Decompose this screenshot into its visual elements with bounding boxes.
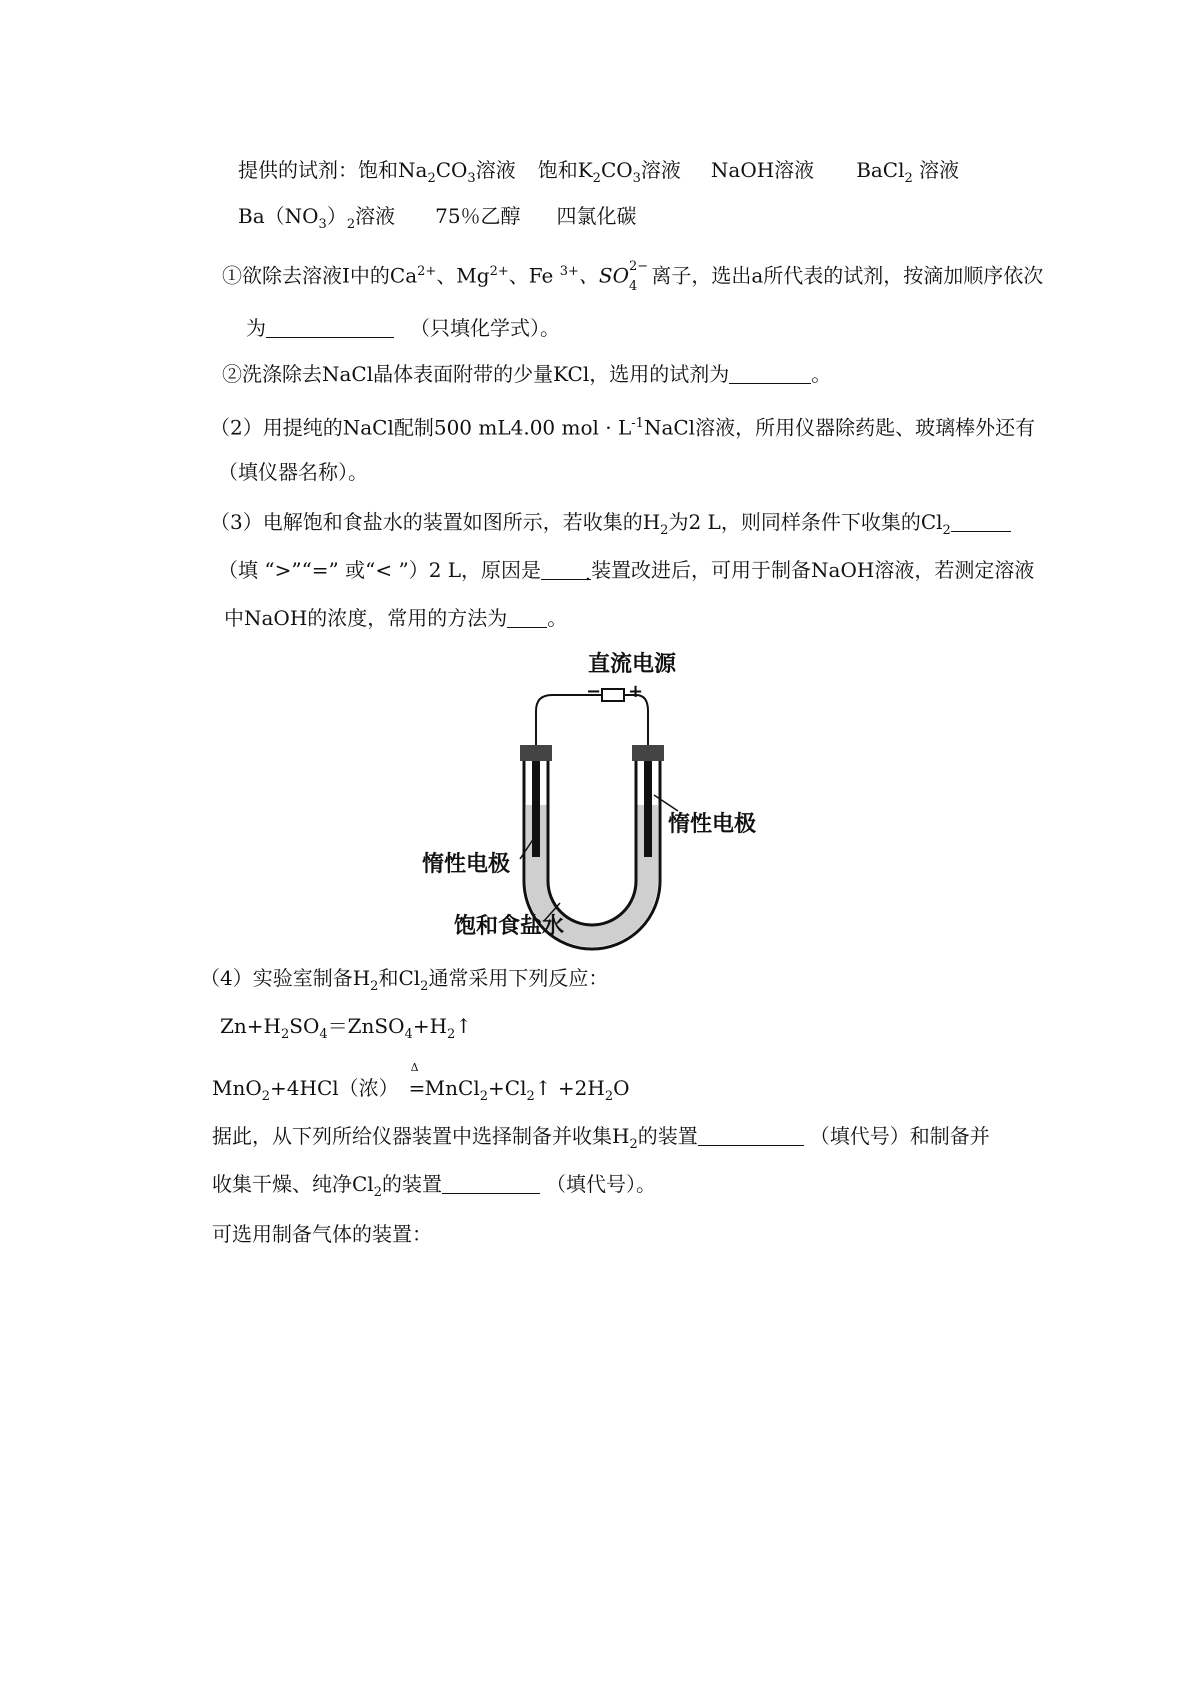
answer-blank-4[interactable]: . bbox=[541, 559, 591, 580]
q3-line-3: 中NaOH的浓度，常用的方法为 。 bbox=[224, 606, 568, 630]
solution-label: 饱和食盐水 bbox=[454, 914, 565, 939]
q4-line-2: 收集干燥、纯净$Cl_2$的装置 （填代号）。 bbox=[212, 1172, 656, 1200]
electrode-right bbox=[644, 761, 652, 857]
q1-line-a: ①欲除去溶液Ⅰ中的$Ca^{2+}$、$Mg^{2+}$、Fe $^{3+}$、SO 2− 4 离子，选出a所代表的试剂，按滴加顺序依次 bbox=[222, 258, 1044, 294]
q3-line-1: （3）电解饱和食盐水的装置如图所示，若收集的$H_2$为2 L，则同样条件下收集的$Cl_2$ bbox=[210, 508, 1011, 545]
q3-line-2: （填 “>”“=” 或“< ”）2 L，原因是 .装置改进后，可用于制备NaOH溶液，若测定溶液 bbox=[218, 558, 1035, 585]
equation-2: MnO$_2$+4HCl（浓） Δ $=MnCl_2+Cl_2↑ +2H_2O$ bbox=[212, 1061, 630, 1104]
q1-line-a2: 为 （只填化学式）。 bbox=[246, 316, 560, 340]
q4-line-1: 据此，从下列所给仪器装置中选择制备并收集$H_2$的装置 （填代号）和制备并 bbox=[212, 1124, 990, 1152]
stopper-right bbox=[632, 745, 664, 761]
electrode-label-left: 惰性电极 bbox=[422, 852, 511, 877]
reagents-line-1: 提供的试剂：饱和$Na_2CO_3$溶液 饱和$K_2CO_3$溶液 NaOH溶液 BaCl$_2$ 溶液 bbox=[238, 158, 960, 186]
wire-right bbox=[624, 695, 648, 745]
reagents-line-2: $Ba(NO_3)_2$溶液 75％乙醇 四氯化碳 bbox=[238, 204, 637, 232]
q2-line-1: （2）用提纯的NaCl配制500 mL4.00 mol · $L^{-1}NaCl$溶液，所用仪器除药匙、玻璃棒外还有 bbox=[210, 415, 1036, 440]
minus-sign: − bbox=[586, 681, 602, 702]
wire-left bbox=[536, 695, 602, 745]
equation-1: $Zn+H_2SO_4=ZnSO_4+H_2↑$ bbox=[220, 1014, 473, 1042]
battery-icon bbox=[602, 689, 624, 701]
answer-blank-2[interactable] bbox=[729, 363, 811, 384]
stopper-left bbox=[520, 745, 552, 761]
electrode-left bbox=[532, 761, 540, 857]
q1-line-b: ②洗涤除去NaCl晶体表面附带的少量KCl，选用的试剂为 。 bbox=[222, 362, 832, 386]
answer-blank-6[interactable] bbox=[698, 1125, 804, 1146]
q2-line-2: （填仪器名称）。 bbox=[218, 460, 368, 484]
plus-sign: + bbox=[628, 681, 644, 702]
q4-line-3: 可选用制备气体的装置： bbox=[212, 1222, 432, 1246]
electrode-label-right: 惰性电极 bbox=[668, 812, 757, 837]
answer-blank-1[interactable] bbox=[266, 317, 394, 338]
q4-intro: （4）实验室制备$H_2$和$Cl_2$通常采用下列反应： bbox=[200, 966, 609, 994]
answer-blank-7[interactable] bbox=[442, 1173, 540, 1194]
answer-blank-5[interactable] bbox=[507, 607, 547, 628]
electrolysis-diagram bbox=[422, 645, 780, 945]
answer-blank-3[interactable] bbox=[951, 511, 1011, 532]
u-tube-inner bbox=[548, 761, 636, 925]
power-source-label: 直流电源 bbox=[588, 652, 677, 677]
